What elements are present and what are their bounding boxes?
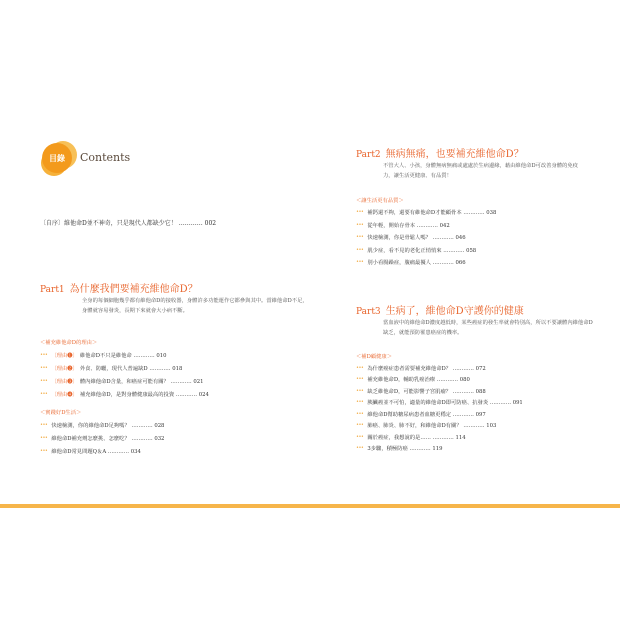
entry-text: 維他命D常見問題Q＆A ………… 034 <box>51 448 141 455</box>
part2-intro: 不管大人、小孩，身體無病無痛或處處於生病邊緣，藉由維他命D可改善身體的免疫力，讓生活更健康、有品質！ <box>383 163 578 179</box>
entry-text: 補充維他命D，是對身體健康最高的投資 ………… 024 <box>79 391 209 398</box>
part1-section1-list <box>40 348 300 400</box>
bullet-icon: ••• <box>356 246 364 253</box>
toc-entry[interactable] <box>40 361 300 374</box>
toc-entry[interactable] <box>40 444 300 457</box>
part2-section-label: ＜讓生活更有品質＞ <box>356 198 404 204</box>
toc-entry[interactable] <box>356 397 606 409</box>
part1-title: 為什麼我們要補充維他命D？ <box>69 284 198 295</box>
toc-entry[interactable] <box>40 348 300 361</box>
part3-intro: 當血液中的維他命D濃度越低時，某些癌症的發生率就會特別高，所以不要讓體內維他命D缺乏，就能預防罹患癌症的機率。 <box>383 320 593 336</box>
entry-text: 補充維他命D，輔助乳癌治療 ………… 080 <box>367 377 470 384</box>
toc-entry[interactable] <box>356 256 596 269</box>
bullet-icon: ••• <box>356 376 364 383</box>
preface-entry[interactable]: 〔自序〕維他命D並不神奇，只是現代人都缺少它！ ………… 002 <box>40 220 217 227</box>
part2-list <box>356 206 596 269</box>
toc-entry[interactable] <box>40 418 300 431</box>
toc-entry[interactable] <box>40 387 300 400</box>
bullet-icon: ••• <box>40 364 48 371</box>
toc-entry[interactable] <box>356 362 606 374</box>
contents-title: Contents <box>80 151 131 164</box>
bullet-icon: ••• <box>356 410 364 417</box>
toc-entry[interactable] <box>356 443 606 455</box>
toc-entry[interactable] <box>356 219 596 232</box>
part3-heading <box>356 302 524 317</box>
part3-section-label: ＜補D顧健康＞ <box>356 354 393 360</box>
bullet-icon: ••• <box>40 447 48 454</box>
part2-heading <box>356 145 524 160</box>
part1-section1-label: ＜補充維他命D的理由＞ <box>40 340 98 346</box>
toc-entry[interactable] <box>356 206 596 219</box>
entry-text: 維他命D不只是維他命 ………… 010 <box>79 352 167 359</box>
bullet-icon: ••• <box>40 421 48 428</box>
bottom-accent-bar <box>0 504 620 508</box>
part3-list <box>356 362 606 454</box>
toc-entry[interactable] <box>356 374 606 386</box>
toc-entry[interactable] <box>356 244 596 257</box>
bullet-icon: ••• <box>356 364 364 371</box>
part1-heading <box>40 280 198 295</box>
toc-entry[interactable] <box>356 408 606 420</box>
bullet-icon: ••• <box>356 221 364 228</box>
toc-entry[interactable] <box>40 374 300 387</box>
reason-tag: 〔理由❷〕 <box>51 365 78 372</box>
entry-text: 體內維他命D含量，和癌症可能有關？ ………… 021 <box>79 378 204 385</box>
bullet-icon: ••• <box>356 422 364 429</box>
bullet-icon: ••• <box>40 434 48 441</box>
toc-entry[interactable] <box>40 431 300 444</box>
entry-text: 胰臟癌並不可怕，適量的維他命D即可防癌、抗發炎 ………… 091 <box>367 400 523 407</box>
bullet-icon: ••• <box>356 399 364 406</box>
bullet-icon: ••• <box>40 377 48 384</box>
part2-number: Part2 <box>356 150 381 160</box>
bullet-icon: ••• <box>356 259 364 266</box>
entry-text: 肌少症，看不見的老化正悄悄來 ………… 058 <box>367 247 477 254</box>
part3-title: 生病了，維他命D守護你的健康 <box>385 306 524 317</box>
entry-text: 維他命D幫助糖尿病患者血糖更穩定 ………… 097 <box>367 411 486 418</box>
entry-text: 快速檢測，你的維他命D足夠嗎？ ………… 028 <box>51 422 165 429</box>
bullet-icon: ••• <box>40 390 48 397</box>
toc-entry[interactable] <box>356 385 606 397</box>
toc-entry[interactable] <box>356 431 606 443</box>
toc-entry[interactable] <box>356 420 606 432</box>
bullet-icon: ••• <box>40 351 48 358</box>
bullet-icon: ••• <box>356 209 364 216</box>
entry-text: 缺乏維他命D，可能影響子宮肌瘤？ ………… 088 <box>367 388 486 395</box>
part2-title: 無病無痛，也要補充維他命D？ <box>385 149 524 160</box>
bullet-icon: ••• <box>356 433 364 440</box>
entry-text: 外食、防曬，現代人普遍缺D ………… 018 <box>79 365 183 372</box>
entry-text: 肺癌、肺炎、肺不好，和維他命D有關？ ………… 103 <box>367 423 497 430</box>
reason-tag: 〔理由❹〕 <box>51 391 78 398</box>
entry-text: 從年輕，開始存骨本 ………… 042 <box>367 222 450 229</box>
entry-text: 3步驟，積極防癌 ………… 119 <box>367 446 443 453</box>
reason-tag: 〔理由❸〕 <box>51 378 78 385</box>
bullet-icon: ••• <box>356 234 364 241</box>
part1-section2-list <box>40 418 300 457</box>
part1-intro: 全身的每個細胞幾乎都有維他命D的接收器，身體許多功能運作它都參與其中。當維他命D不足，身體就容易發炎，長期下來就會大小病不斷。 <box>82 298 308 314</box>
toc-entry[interactable] <box>356 231 596 244</box>
reason-tag: 〔理由❶〕 <box>51 352 78 359</box>
part1-number: Part1 <box>40 285 65 295</box>
part3-number: Part3 <box>356 307 381 317</box>
entry-text: 關於癌症，我想說的是…… ………… 114 <box>367 434 466 441</box>
entry-text: 別小看腸躁症，腹痛最擾人 ………… 066 <box>367 260 466 267</box>
entry-text: 補鈣還不夠，還要有維他命D才能顧骨本 ………… 038 <box>367 210 497 217</box>
bullet-icon: ••• <box>356 445 364 452</box>
entry-text: 為什麼癌症患者需要補充維他命D？ ………… 072 <box>367 365 486 372</box>
contents-badge: 目錄 <box>42 143 72 173</box>
entry-text: 維他命D補充劑怎麼挑、怎麼吃？ ………… 032 <box>51 435 165 442</box>
part1-section2-label: ＜實踐好D生活＞ <box>40 410 82 416</box>
bullet-icon: ••• <box>356 387 364 394</box>
entry-text: 快速檢測，你是骨鬆人嗎？ ………… 046 <box>367 235 466 242</box>
